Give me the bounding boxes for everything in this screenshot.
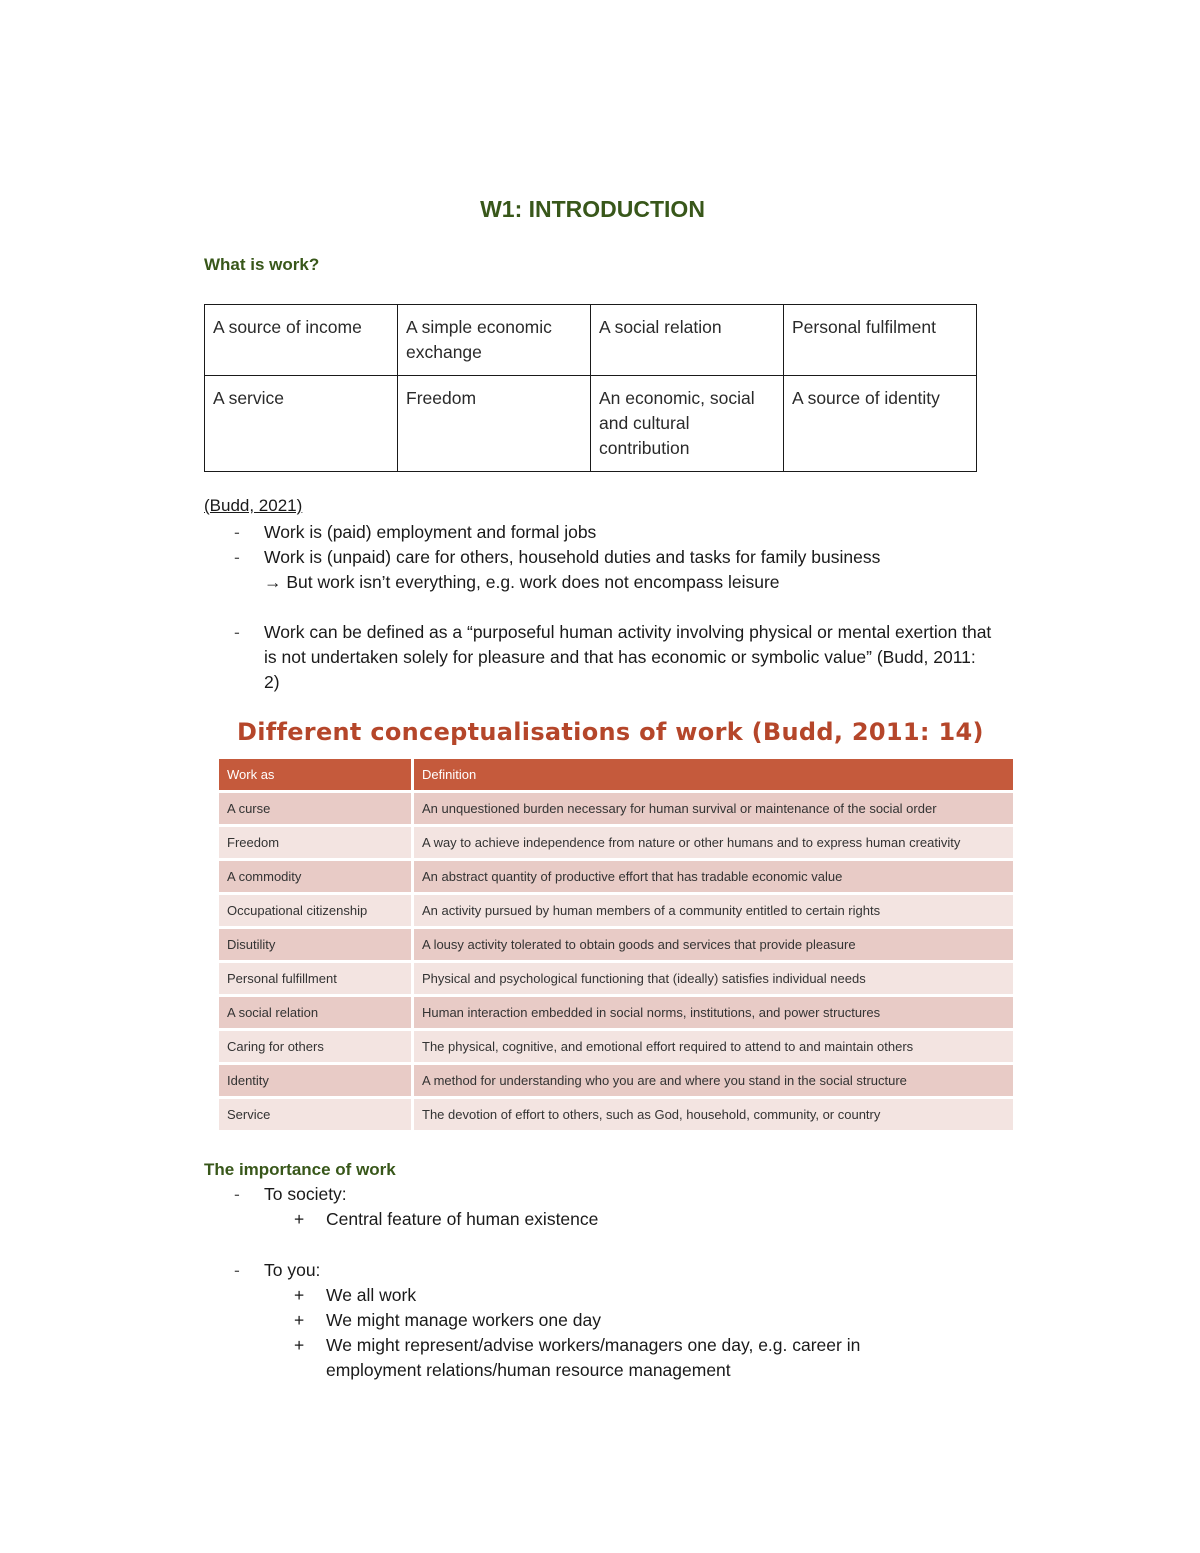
list-item [204,545,984,595]
grid-cell: A social relation [591,305,784,376]
column-header: Work as [219,759,414,790]
sub-list-item: + We might manage workers one day [264,1308,984,1333]
list-item: - Work is (paid) employment and formal jobs [204,520,984,545]
table-cell-definition: A method for understanding who you are and where you stand in the social structure [414,1065,1013,1096]
table-cell-definition: A lousy activity tolerated to obtain goods and services that provide pleasure [414,929,1013,960]
importance-society [204,1182,984,1232]
importance-you [204,1258,984,1383]
grid-cell: Freedom [398,376,591,472]
list-item-text: Work is (unpaid) care for others, household duties and tasks for family business [264,547,881,567]
table-cell-work-as: Disutility [219,929,414,960]
table-cell-definition: An abstract quantity of productive effort that has tradable economic value [414,861,1013,892]
table-row [219,1065,1013,1096]
table-cell-work-as: A social relation [219,997,414,1028]
grid-cell: A source of income [205,305,398,376]
table-row [219,827,1013,858]
arrow-note: → But work isn’t everything, e.g. work does not encompass leisure [264,572,780,592]
table-cell-work-as: Identity [219,1065,414,1096]
budd-bullets [204,520,984,595]
grid-cell: A source of identity [784,376,977,472]
budd-reference-link[interactable]: (Budd, 2021) [204,496,303,515]
table-row [219,793,1013,824]
grid-cell: A service [205,376,398,472]
work-definitions-grid [204,304,977,472]
table-row [219,895,1013,926]
you-label: To you: [264,1260,321,1280]
table-row [219,861,1013,892]
table-cell-definition: An unquestioned burden necessary for human survival or maintenance of the social order [414,793,1013,824]
column-header: Definition [414,759,1013,790]
definition-bullet [204,620,994,695]
table-row [219,963,1013,994]
table-row [219,997,1013,1028]
table-header-row [219,759,1013,790]
list-item [204,1182,984,1232]
you-points [264,1283,984,1383]
grid-row [205,305,977,376]
table-cell-definition: Physical and psychological functioning that (ideally) satisfies individual needs [414,963,1013,994]
table-cell-work-as: A commodity [219,861,414,892]
table-cell-definition: Human interaction embedded in social norms, institutions, and power structures [414,997,1013,1028]
sub-list-item: + We might represent/advise workers/managers one day, e.g. career in employment relations/human resource management [264,1333,926,1383]
society-label: To society: [264,1184,347,1204]
table-cell-work-as: Service [219,1099,414,1130]
list-item: - Work can be defined as a “purposeful human activity involving physical or mental exertion that is not undertaken solely for pleasure and that has economic or symbolic value” (Budd, 2011: 2) [204,620,994,695]
what-is-work-heading: What is work? [204,255,320,274]
society-points [264,1207,984,1232]
conceptualisations-title: Different conceptualisations of work (Budd, 2011: 14) [237,718,984,746]
grid-cell: Personal fulfilment [784,305,977,376]
table-cell-work-as: Occupational citizenship [219,895,414,926]
sub-list-item: + Central feature of human existence [264,1207,984,1232]
table-row [219,1031,1013,1062]
page-title: W1: INTRODUCTION [480,196,705,222]
grid-cell: A simple economic exchange [398,305,591,376]
table-cell-work-as: Personal fulfillment [219,963,414,994]
sub-list-item: + We all work [264,1283,984,1308]
grid-cell: An economic, social and cultural contribution [591,376,784,472]
table-cell-definition: The physical, cognitive, and emotional effort required to attend to and maintain others [414,1031,1013,1062]
table-cell-definition: An activity pursued by human members of a community entitled to certain rights [414,895,1013,926]
table-cell-work-as: A curse [219,793,414,824]
table-cell-work-as: Freedom [219,827,414,858]
table-cell-definition: The devotion of effort to others, such as God, household, community, or country [414,1099,1013,1130]
table-cell-work-as: Caring for others [219,1031,414,1062]
list-item [204,1258,984,1383]
table-cell-definition: A way to achieve independence from nature or other humans and to express human creativity [414,827,1013,858]
conceptualisations-table [219,756,1013,1133]
grid-row [205,376,977,472]
importance-heading: The importance of work [204,1160,396,1179]
table-row [219,1099,1013,1130]
table-row [219,929,1013,960]
